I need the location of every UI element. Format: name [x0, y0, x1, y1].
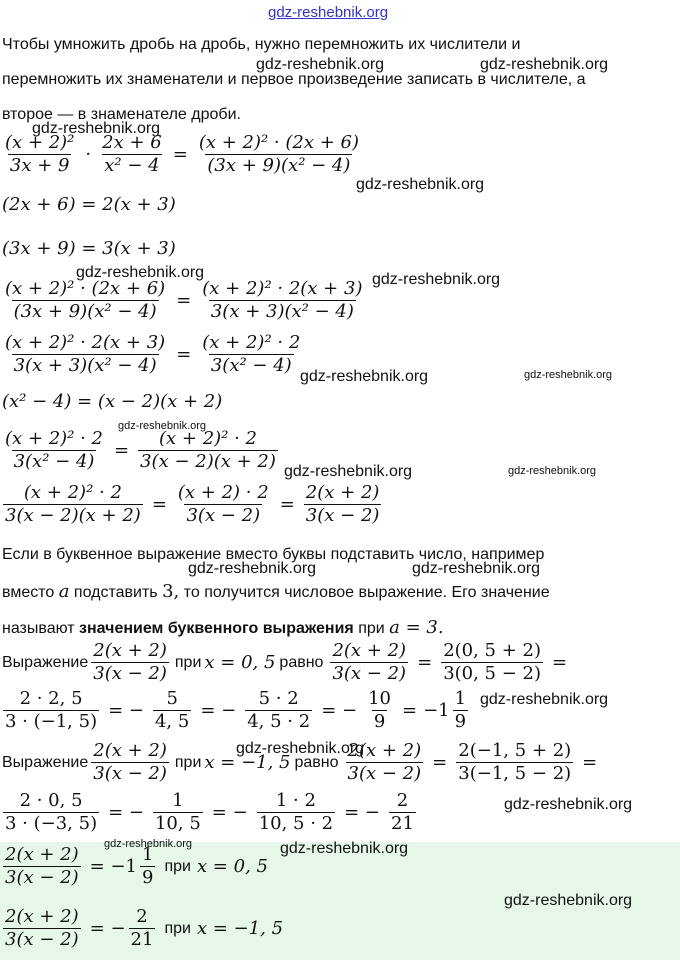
- para2-line-3: называют значением буквенного выражения при a = 3.: [2, 617, 444, 638]
- watermark: gdz-reshebnik.org: [236, 740, 365, 757]
- watermark: gdz-reshebnik.org: [412, 560, 541, 577]
- watermark: gdz-reshebnik.org: [372, 271, 501, 288]
- answer-line-2: $\frac{2(x + 2)}{3(x - 2)}$ = − $\frac{2}{21}$ при x = −1, 5: [5, 906, 284, 950]
- equation-2: (2x + 6) = 2(x + 3): [2, 194, 176, 215]
- answer-line-1: $\frac{2(x + 2)}{3(x - 2)}$ = −1 $\frac{1}{9}$ при x = 0, 5: [5, 844, 268, 888]
- watermark: gdz-reshebnik.org: [508, 465, 597, 477]
- fraction: $\frac{\text{(x + 2)²}}{3x + 9}$: [5, 132, 75, 176]
- watermark: gdz-reshebnik.org: [504, 796, 633, 813]
- para2-line-2: вместо a подставить 3, то получится числовое выражение. Его значение: [2, 581, 550, 602]
- equation-8: $\frac{\text{(x + 2)² · 2}}{3(x - 2)(x + 2)}$ = $\frac{(x + 2) \cdot 2}{3(x - 2)}$ = $\frac{2(x + 2)}{3(x - 2)}$: [5, 482, 380, 526]
- fraction: $\frac{\text{(x + 2)² · 2}}{\text{3(x² − 4)}}$: [5, 428, 104, 472]
- fraction: $\frac{\text{(x + 2)² · 2}}{3(x - 2)(x + 2)}$: [5, 482, 141, 526]
- calc2-line-1: Выражение $\frac{2(x + 2)}{3(x - 2)}$ при x = −1, 5 равно $\frac{2(x + 2)}{3(x - 2)}$ = $\frac{2(-1, 5 + 2)}{3(-1, 5 - 2)}$ =: [2, 740, 598, 784]
- fraction: $\frac{\text{(x + 2)² · 2(x + 3)}}{\text{3(x + 3)(x² − 4)}}$: [5, 332, 166, 376]
- watermark: gdz-reshebnik.org: [118, 420, 207, 432]
- watermark: gdz-reshebnik.org: [524, 369, 613, 381]
- fraction: $\frac{\text{(x + 2)² · 2(x + 3)}}{\text{3(x + 3)(x² − 4)}}$: [202, 278, 363, 322]
- equation-5: $\frac{\text{(x + 2)² · 2(x + 3)}}{\text{3(x + 3)(x² − 4)}}$ = $\frac{\text{(x + 2)² · 2}}{\text{3(x² − 4)}}$: [5, 332, 301, 376]
- fraction: $\frac{\text{(x + 2)² · 2}}{\text{3(x² − 4)}}$: [202, 332, 301, 376]
- fraction: $\frac{(x + 2) \cdot 2}{3(x - 2)}$: [177, 482, 269, 526]
- watermark: gdz-reshebnik.org: [504, 892, 633, 909]
- calc1-line-2: $\frac{2 \cdot 2, 5}{3 \cdot (-1, 5)}$ = − $\frac{5}{4, 5}$ = − $\frac{5 \cdot 2}{4, 5 \cdot 2}$ = − $\frac{10}{9}$ = −1 $\frac{1}{9}$: [5, 688, 467, 732]
- fraction: $\frac{2x + 6}{\text{x² − 4}}$: [102, 132, 162, 176]
- watermark: gdz-reshebnik.org: [480, 691, 609, 708]
- fraction: $\frac{\text{(x + 2)² · (2x + 6)}}{\text{(3x + 9)(x² − 4)}}$: [198, 132, 359, 176]
- calc1-line-1: Выражение $\frac{2(x + 2)}{3(x - 2)}$ при x = 0, 5 равно $\frac{2(x + 2)}{3(x - 2)}$ = $\frac{2(0, 5 + 2)}{3(0, 5 - 2)}$ =: [2, 640, 568, 684]
- watermark: gdz-reshebnik.org: [104, 838, 193, 850]
- para2-line-1: Если в буквенное выражение вместо буквы подставить число, например: [2, 546, 545, 563]
- intro-line-1: Чтобы умножить дробь на дробь, нужно перемножить их числители и: [2, 36, 521, 53]
- watermark: gdz-reshebnik.org: [188, 560, 317, 577]
- equation-3: (3x + 9) = 3(x + 3): [2, 238, 176, 259]
- equation-1: $\frac{\text{(x + 2)²}}{3x + 9}$ · $\frac{2x + 6}{\text{x² − 4}}$ = $\frac{\text{(x + 2)² · (2x + 6)}}{\text{(3x + 9)(x² − 4)}}$: [5, 132, 359, 176]
- calc2-line-2: $\frac{2 \cdot 0, 5}{3 \cdot (-3, 5)}$ = − $\frac{1}{10, 5}$ = − $\frac{1 \cdot 2}{10, 5 \cdot 2}$ = − $\frac{2}{21}$: [5, 790, 414, 834]
- watermark: gdz-reshebnik.org: [300, 368, 429, 385]
- equation-7: $\frac{\text{(x + 2)² · 2}}{\text{3(x² − 4)}}$ = $\frac{\text{(x + 2)² · 2}}{3(x - 2)(x + 2)}$: [5, 428, 276, 472]
- watermark: gdz-reshebnik.org: [284, 463, 413, 480]
- watermark: gdz-reshebnik.org: [256, 56, 385, 73]
- fraction: $\frac{\text{(x + 2)² · (2x + 6)}}{\text{(3x + 9)(x² − 4)}}$: [5, 278, 166, 322]
- fraction: $\frac{\text{(x + 2)² · 2}}{3(x - 2)(x + 2)}$: [140, 428, 276, 472]
- watermark: gdz-reshebnik.org: [32, 120, 161, 137]
- intro-line-3: второе — в знаменателе дроби.: [2, 106, 241, 123]
- watermark: gdz-reshebnik.org: [280, 840, 409, 857]
- intro-line-2: перемножить их знаменатели и первое произведение записать в числителе, а: [2, 71, 586, 88]
- watermark: gdz-reshebnik.org: [480, 56, 609, 73]
- header-site-link[interactable]: gdz-reshebnik.org: [268, 4, 389, 21]
- equation-6: (x² − 4) = (x − 2)(x + 2): [2, 391, 223, 412]
- watermark: gdz-reshebnik.org: [356, 176, 485, 193]
- watermark: gdz-reshebnik.org: [76, 264, 205, 281]
- fraction: $\frac{2(x + 2)}{3(x - 2)}$: [305, 482, 380, 526]
- equation-4: $\frac{\text{(x + 2)² · (2x + 6)}}{\text{(3x + 9)(x² − 4)}}$ = $\frac{\text{(x + 2)² · 2(x + 3)}}{\text{3(x + 3)(x² − 4)}}$: [5, 278, 363, 322]
